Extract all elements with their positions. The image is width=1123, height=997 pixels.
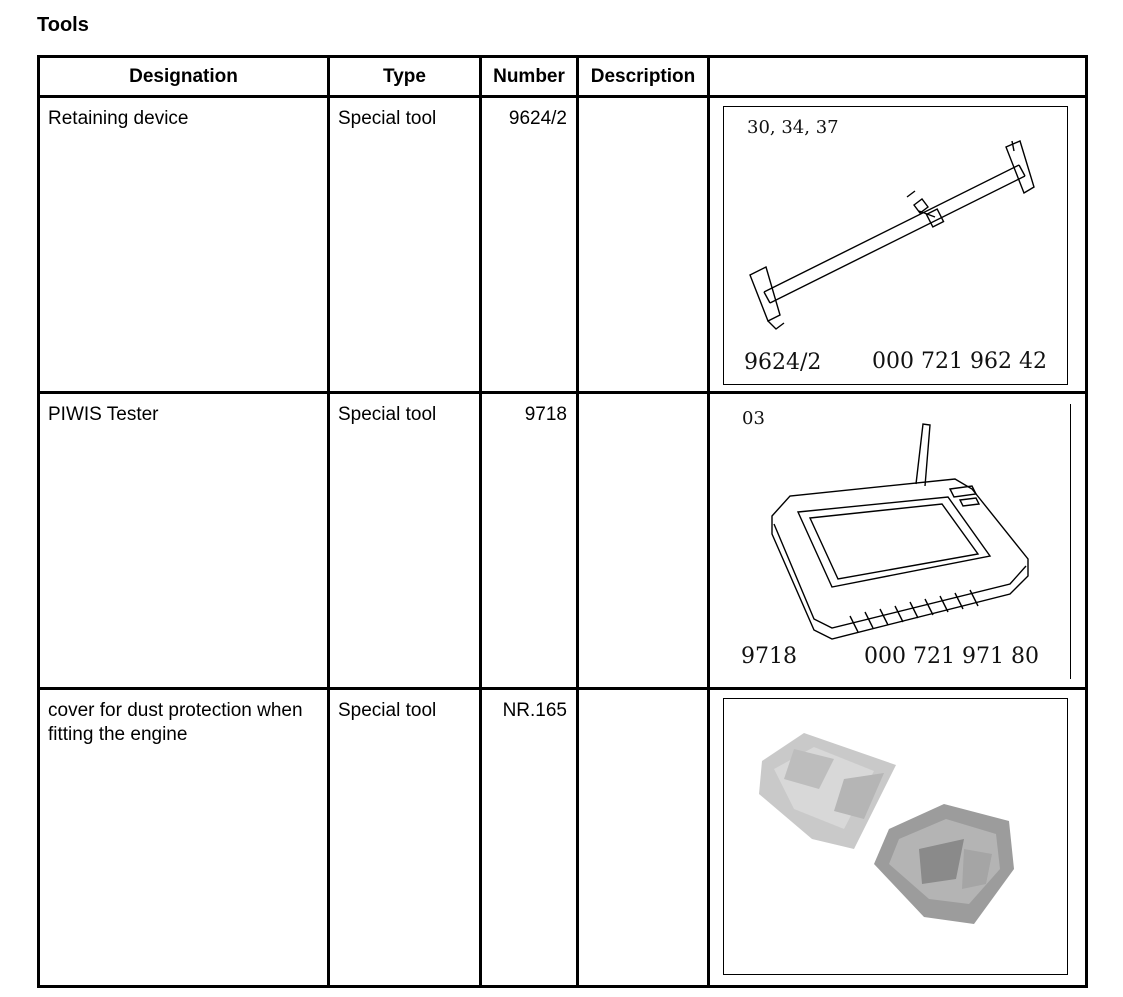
header-type: Type xyxy=(329,57,481,97)
retaining-device-drawing-icon xyxy=(724,107,1067,384)
cell-type: Special tool xyxy=(329,97,481,393)
cell-figure xyxy=(709,689,1087,987)
retaining-device-figure xyxy=(723,106,1068,385)
cell-figure xyxy=(709,393,1087,689)
header-figure xyxy=(709,57,1087,97)
cell-designation: Retaining device xyxy=(39,97,329,393)
figure-ref-label: 03 xyxy=(742,408,765,429)
cell-figure xyxy=(709,97,1087,393)
figure-part-number: 000 721 962 42 xyxy=(872,349,1047,374)
header-designation: Designation xyxy=(39,57,329,97)
table-header-row xyxy=(39,57,1087,97)
table-row xyxy=(39,97,1087,393)
dust-cover-figure xyxy=(723,698,1068,975)
page-title: Tools xyxy=(37,14,89,36)
tools-table xyxy=(37,55,1088,988)
cell-description xyxy=(578,393,709,689)
figure-part-number: 000 721 971 80 xyxy=(864,644,1039,669)
cell-number: 9718 xyxy=(481,393,578,689)
cell-description xyxy=(578,97,709,393)
cell-type: Special tool xyxy=(329,393,481,689)
dust-cover-photo-icon xyxy=(724,699,1067,974)
cell-designation: cover for dust protection when fitting the engine xyxy=(39,689,329,987)
piwis-tester-figure xyxy=(710,394,1085,687)
header-number: Number xyxy=(481,57,578,97)
figure-code: 9718 xyxy=(741,644,797,669)
cell-description xyxy=(578,689,709,987)
cell-type: Special tool xyxy=(329,689,481,987)
table-row xyxy=(39,393,1087,689)
cell-designation: PIWIS Tester xyxy=(39,393,329,689)
table-row xyxy=(39,689,1087,987)
cell-number: NR.165 xyxy=(481,689,578,987)
figure-ref-label: 30, 34, 37 xyxy=(747,117,839,138)
header-description: Description xyxy=(578,57,709,97)
figure-code: 9624/2 xyxy=(744,350,822,375)
cell-number: 9624/2 xyxy=(481,97,578,393)
